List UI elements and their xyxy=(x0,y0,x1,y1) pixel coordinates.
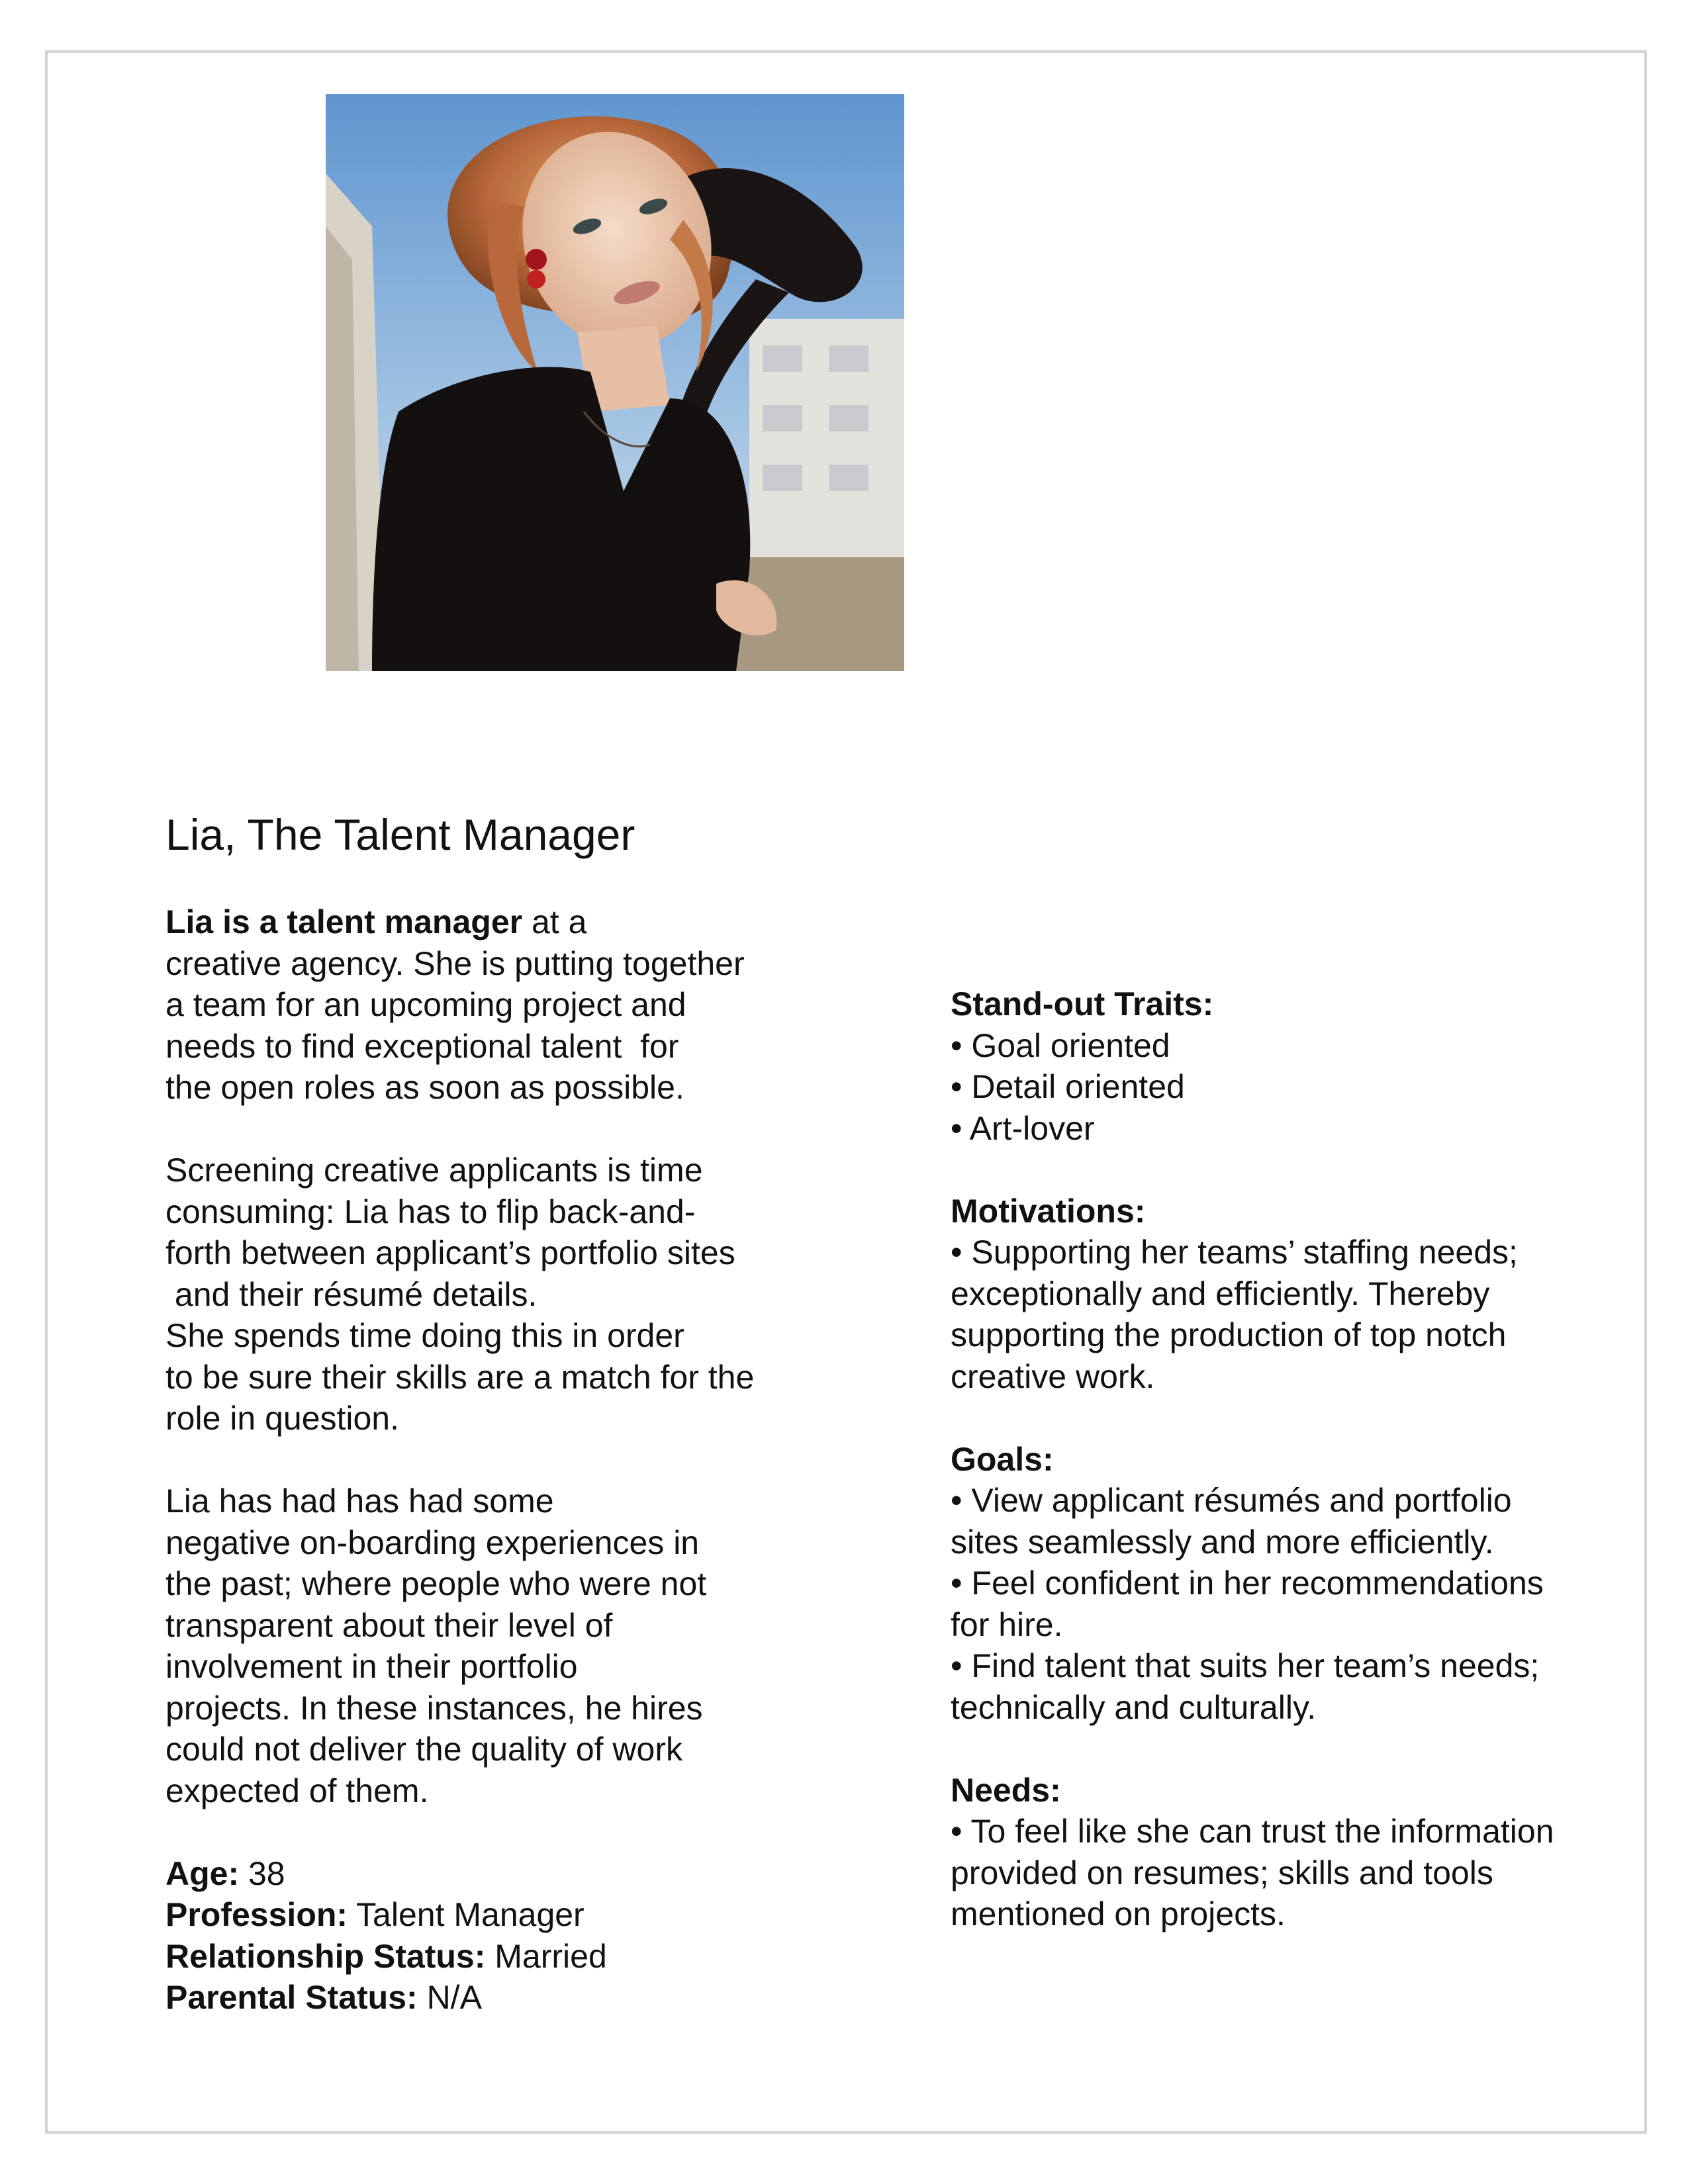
detail-relationship xyxy=(165,1936,907,1978)
detail-profession xyxy=(165,1894,907,1936)
paragraph2-line: She spends time doing this in order xyxy=(165,1317,684,1354)
goals-line: • Find talent that suits her team’s needs; xyxy=(951,1647,1540,1684)
paragraph3-line: projects. In these instances, he hires xyxy=(165,1689,703,1727)
persona-attributes xyxy=(951,983,1639,1935)
detail-label: Profession: xyxy=(165,1896,348,1933)
detail-parental xyxy=(165,1977,907,2019)
detail-value: N/A xyxy=(417,1979,482,2016)
paragraph2-line: to be sure their skills are a match for the xyxy=(165,1358,755,1396)
paragraph2-line: consuming: Lia has to flip back-and- xyxy=(165,1193,696,1230)
goals-heading: Goals: xyxy=(951,1440,1054,1478)
motivations-heading: Motivations: xyxy=(951,1192,1146,1230)
intro-lead: Lia is a talent manager xyxy=(165,903,523,940)
goals-line: • View applicant résumés and portfolio xyxy=(951,1482,1512,1519)
trait-item: • Art-lover xyxy=(951,1109,1095,1147)
paragraph3-line: transparent about their level of xyxy=(165,1606,613,1644)
motivations-line: supporting the production of top notch xyxy=(951,1316,1507,1353)
paragraph2-line: and their résumé details. xyxy=(165,1275,538,1313)
detail-age xyxy=(165,1853,907,1895)
persona-photo-illustration xyxy=(326,94,904,671)
paragraph3-line: Lia has had has had some xyxy=(165,1482,554,1520)
motivations-line: • Supporting her teams’ staffing needs; xyxy=(951,1234,1518,1271)
paragraph2-line: forth between applicant’s portfolio sites xyxy=(165,1234,735,1271)
goals-line: • Feel confident in her recommendations xyxy=(951,1565,1544,1602)
paragraph3-line: the past; where people who were not xyxy=(165,1565,707,1602)
detail-value: Talent Manager xyxy=(348,1896,585,1933)
motivations-line: creative work. xyxy=(951,1357,1155,1395)
goals-line: technically and culturally. xyxy=(951,1688,1317,1726)
traits-heading: Stand-out Traits: xyxy=(951,985,1214,1023)
intro-line: creative agency. She is putting together xyxy=(165,944,745,982)
trait-item: • Goal oriented xyxy=(951,1026,1170,1064)
detail-value: Married xyxy=(485,1937,607,1975)
detail-label: Parental Status: xyxy=(165,1979,418,2016)
needs-line: mentioned on projects. xyxy=(951,1895,1286,1933)
persona-photo xyxy=(326,94,904,671)
intro-line xyxy=(165,901,907,943)
trait-item: • Detail oriented xyxy=(951,1068,1185,1105)
persona-title: Lia, The Talent Manager xyxy=(165,810,635,859)
goals-line: sites seamlessly and more efficiently. xyxy=(951,1523,1494,1561)
intro-lead-rest: at a xyxy=(522,903,587,940)
paragraph3-line: expected of them. xyxy=(165,1772,429,1809)
paragraph3-line: involvement in their portfolio xyxy=(165,1648,578,1685)
needs-heading: Needs: xyxy=(951,1771,1061,1809)
paragraph3-line: negative on-boarding experiences in xyxy=(165,1524,700,1561)
needs-line: provided on resumes; skills and tools xyxy=(951,1854,1493,1891)
paragraph2-line: role in question. xyxy=(165,1400,400,1437)
detail-label: Age: xyxy=(165,1854,240,1892)
detail-label: Relationship Status: xyxy=(165,1937,486,1975)
persona-description xyxy=(165,901,907,2019)
intro-line: a team for an upcoming project and xyxy=(165,986,686,1023)
paragraph2-line: Screening creative applicants is time xyxy=(165,1152,703,1189)
goals-line: for hire. xyxy=(951,1606,1063,1643)
motivations-line: exceptionally and efficiently. Thereby xyxy=(951,1275,1490,1312)
intro-line: needs to find exceptional talent for xyxy=(165,1027,679,1065)
paragraph3-line: could not deliver the quality of work xyxy=(165,1731,682,1768)
needs-line: • To feel like she can trust the information xyxy=(951,1813,1554,1850)
intro-line: the open roles as soon as possible. xyxy=(165,1069,684,1106)
detail-value: 38 xyxy=(239,1854,285,1892)
